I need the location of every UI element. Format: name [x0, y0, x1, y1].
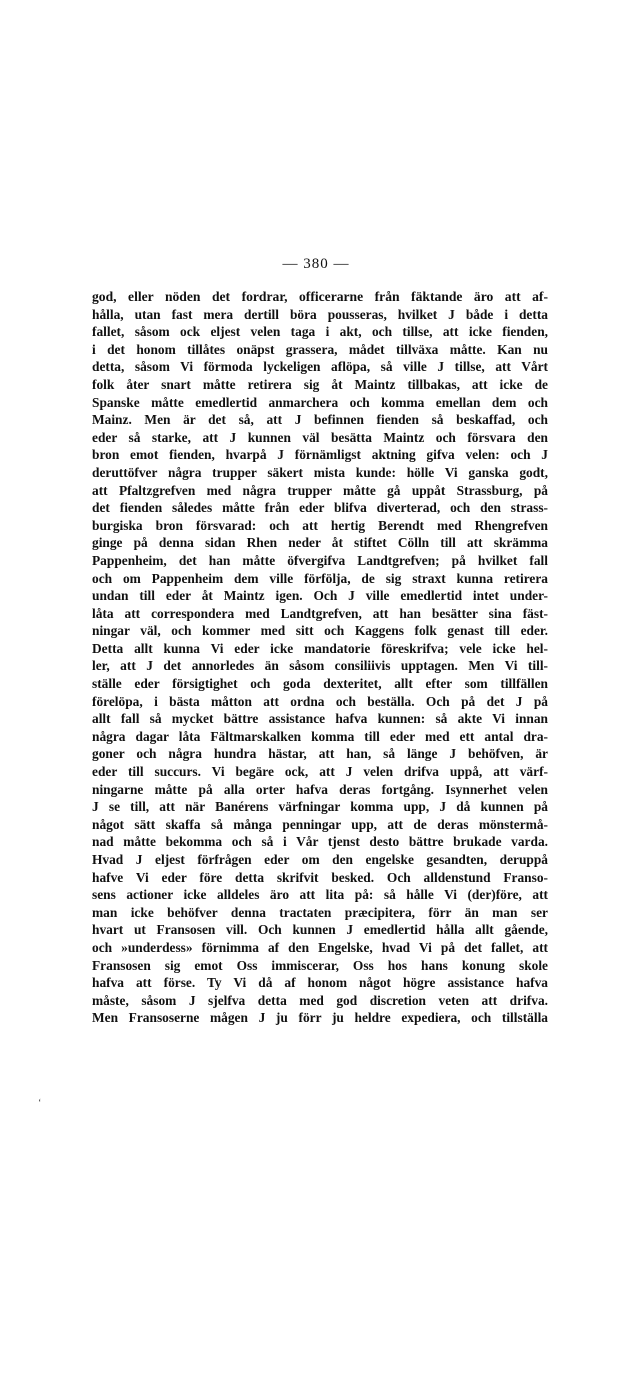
- text-line: ningarne måtte på alla orter hafva deras fortgång. Isynnerhet velen: [92, 781, 548, 797]
- text-line: det fienden således måtte från eder blifva diverterad, och den strass-: [92, 500, 548, 516]
- text-line: ler, att J det annorledes än såsom consiliivis upptagen. Men Vi till-: [92, 658, 548, 674]
- text-line: något sätt skaffa så många penningar upp, att de deras mönstermå-: [92, 816, 548, 832]
- text-line: att Pfaltzgrefven med några trupper måtte gå uppåt Strassburg, på: [92, 482, 548, 498]
- text-line: ginge på denna sidan Rhen neder åt stiftet Cölln till att skrämma: [92, 535, 548, 551]
- text-line: goner och några hundra hästar, att han, så länge J behöfven, är: [92, 746, 548, 762]
- text-line: burgiska bron försvarad: och att hertig Berendt med Rhengrefven: [92, 517, 548, 533]
- text-line: nad måtte bekomma och så i Vår tjenst desto bättre brukade varda.: [92, 834, 548, 850]
- text-line: god, eller nöden det fordrar, officerarne från fäktande äro att af-: [92, 289, 548, 304]
- text-line: hafve Vi eder före detta skrifvit besked. Och alldenstund Franso-: [92, 869, 548, 885]
- text-line: allt fall så mycket bättre assistance hafva kunnen: så akte Vi innan: [92, 711, 548, 727]
- text-line: Pappenheim, det han måtte öfvergifva Landtgrefven; på hvilket fall: [92, 552, 548, 568]
- text-line: deruttöfver några trupper säkert mista kunde: hölle Vi ganska godt,: [92, 464, 548, 480]
- text-line: och »underdess» förnimma af den Engelske, hvad Vi på det fallet, att: [92, 939, 548, 955]
- text-line: Fransosen sig emot Oss immiscerar, Oss hos hans konung skole: [92, 957, 548, 973]
- text-line: hålla, utan fast mera dertill böra pousseras, hvilket J både i detta: [92, 306, 548, 322]
- text-line: folk åter snart måtte retirera sig åt Maintz tillbakas, att icke de: [92, 376, 548, 392]
- text-line: Men Fransoserne mågen J ju förr ju heldre expediera, och tillställa: [92, 1010, 548, 1026]
- text-line: ställe eder försigtighet och goda dexteritet, allt efter som tillfällen: [92, 676, 548, 692]
- text-line: ningar väl, och kommer med sitt och Kaggens folk genast till eder.: [92, 623, 548, 639]
- text-line: och om Pappenheim dem ville förfölja, de sig straxt kunna retirera: [92, 570, 548, 586]
- text-line: detta, såsom Vi förmoda lyckeligen aflöpa, så ville J tillse, att Vårt: [92, 359, 548, 375]
- text-line: Spanske måtte emedlertid anmarchera och komma emellan dem och: [92, 394, 548, 410]
- text-line: måste, såsom J sjelfva detta med god discretion veten att drifva.: [92, 992, 548, 1008]
- text-line: Hvad J eljest förfrågen eder om den engelske gesandten, deruppå: [92, 852, 548, 867]
- text-line: sens actioner icke alldeles äro att lita på: så hålle Vi (der)före, att: [92, 887, 548, 903]
- text-line: låta att correspondera med Landtgrefven, att han besätter sina fäst-: [92, 605, 548, 621]
- text-line: fallet, såsom ock eljest velen taga i akt, och tillse, att icke fienden,: [92, 324, 548, 340]
- text-line: undan till eder åt Maintz igen. Och J ville emedlertid intet under-: [92, 588, 548, 604]
- text-line: i det honom tillåtes onäpst grassera, mådet tillväxa måtte. Kan nu: [92, 341, 548, 357]
- text-line: J se till, att när Banérens värfningar komma upp, J då kunnen på: [92, 799, 548, 815]
- text-line: hafva att förse. Ty Vi då af honom något högre assistance hafva: [92, 975, 548, 991]
- page-number: — 380 —: [282, 256, 350, 272]
- text-line: förelöpa, i bästa måtton att ordna och beställa. Och på det J på: [92, 693, 548, 709]
- text-line: man icke behöfver denna tractaten præcipitera, förr än man ser: [92, 904, 548, 920]
- text-line: eder så starke, att J kunnen väl besätta Maintz och försvara den: [92, 429, 548, 445]
- text-line: Mainz. Men är det så, att J befinnen fienden så beskaffad, och: [92, 412, 548, 428]
- text-line: några dagar låta Fältmarskalken komma till eder med ett antal dra-: [92, 728, 548, 744]
- text-line: eder till succurs. Vi begäre ock, att J velen drifva uppå, att värf-: [92, 764, 548, 780]
- body-text: [92, 288, 548, 1027]
- text-line: Detta allt kunna Vi eder icke mandatorie föreskrifva; vele icke hel-: [92, 640, 548, 656]
- margin-mark: ʻ: [38, 1098, 42, 1109]
- text-line: bron emot fienden, hvarpå J förnämligst aktning gifva velen: och J: [92, 447, 548, 463]
- text-line: hvart ut Fransosen vill. Och kunnen J emedlertid hålla allt gående,: [92, 922, 548, 938]
